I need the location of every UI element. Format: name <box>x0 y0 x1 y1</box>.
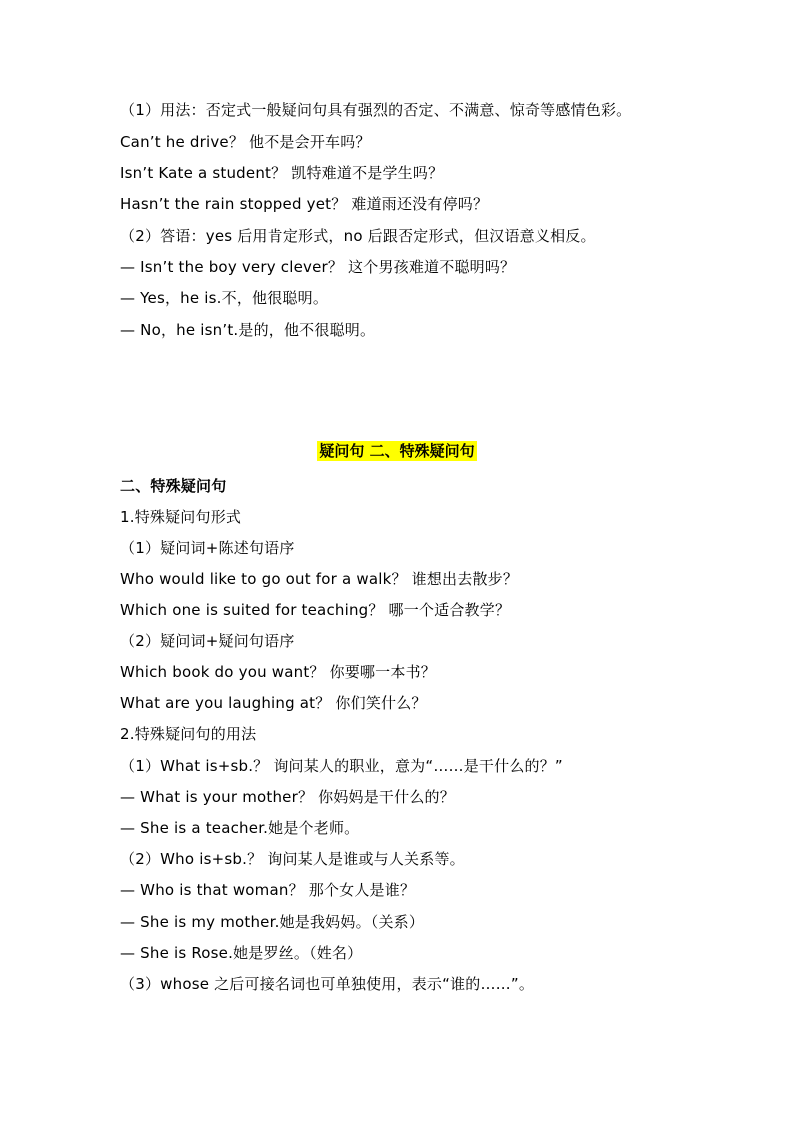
dialogue-line: — Yes，he is.不，他很聪明。 <box>120 289 329 307</box>
dialogue-line: — Who is that woman？ 那个女人是谁？ <box>120 881 416 899</box>
subheading: 2.特殊疑问句的用法 <box>120 725 257 743</box>
rule-line: （1）疑问词+陈述句语序 <box>120 539 295 557</box>
rule-line: （1）What is+sb.？ 询问某人的职业，意为“……是干什么的？” <box>120 757 563 775</box>
dialogue-line: — She is Rose.她是罗丝。（姓名） <box>120 944 363 962</box>
dialogue-line: — She is a teacher.她是个老师。 <box>120 819 360 837</box>
usage-line: （1）用法：否定式一般疑问句具有强烈的否定、不满意、惊奇等感情色彩。 <box>120 101 632 119</box>
rule-line: （3）whose 之后可接名词也可单独使用，表示“谁的……”。 <box>120 975 535 993</box>
highlighted-section-title <box>0 440 794 462</box>
dialogue-line: — Isn’t the boy very clever？ 这个男孩难道不聪明吗？ <box>120 258 516 276</box>
answer-rule-line: （2）答语：yes 后用肯定形式，no 后跟否定形式，但汉语意义相反。 <box>120 227 596 245</box>
highlight-title-text: 疑问句 二、特殊疑问句 <box>319 442 475 460</box>
example-sentence: Who would like to go out for a walk？ 谁想出去散步？ <box>120 570 519 588</box>
dialogue-line: — No，he isn’t.是的，他不很聪明。 <box>120 321 376 339</box>
dialogue-line: — What is your mother？ 你妈妈是干什么的？ <box>120 788 455 806</box>
example-sentence: What are you laughing at？ 你们笑什么？ <box>120 694 427 712</box>
example-sentence: Can’t he drive？ 他不是会开车吗？ <box>120 133 371 151</box>
section-heading: 二、特殊疑问句 <box>120 477 227 495</box>
rule-line: （2）疑问词+疑问句语序 <box>120 632 295 650</box>
rule-line: （2）Who is+sb.？ 询问某人是谁或与人关系等。 <box>120 850 465 868</box>
example-sentence: Hasn’t the rain stopped yet？ 难道雨还没有停吗？ <box>120 195 489 213</box>
example-sentence: Isn’t Kate a student？ 凯特难道不是学生吗？ <box>120 164 444 182</box>
subheading: 1.特殊疑问句形式 <box>120 508 242 526</box>
example-sentence: Which book do you want？ 你要哪一本书？ <box>120 663 436 681</box>
dialogue-line: — She is my mother.她是我妈妈。（关系） <box>120 913 425 931</box>
example-sentence: Which one is suited for teaching？ 哪一个适合教学？ <box>120 601 511 619</box>
